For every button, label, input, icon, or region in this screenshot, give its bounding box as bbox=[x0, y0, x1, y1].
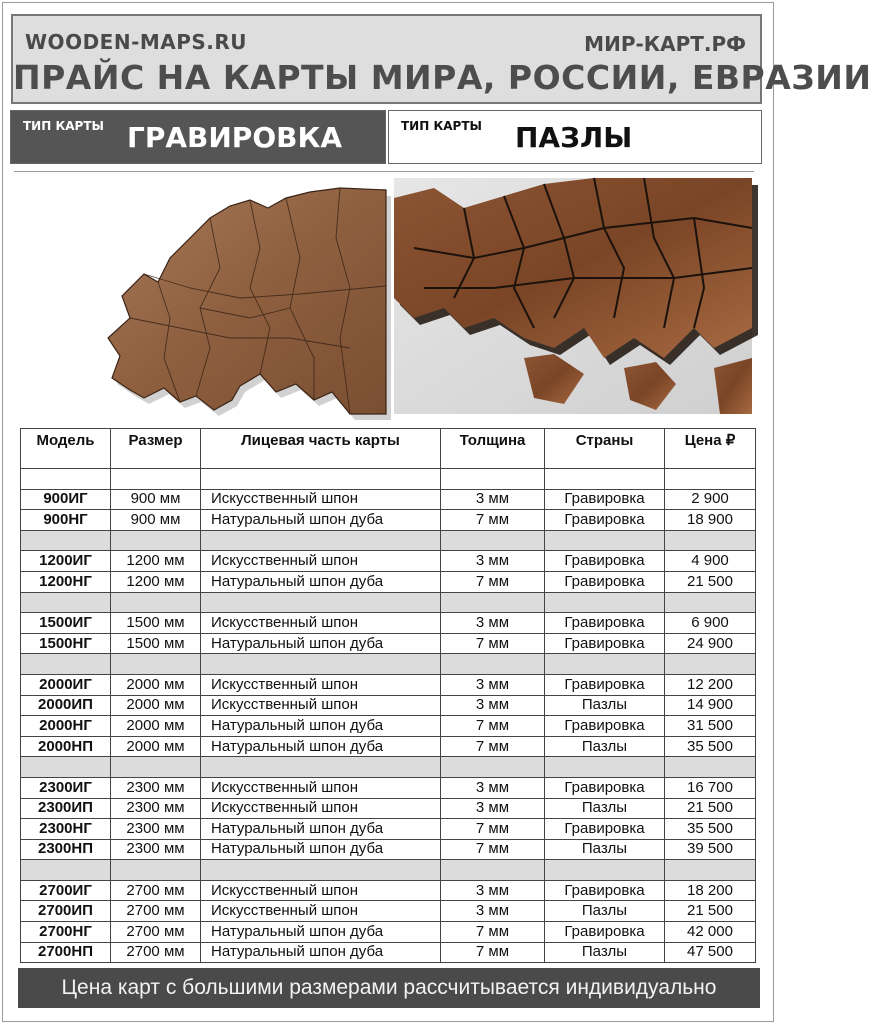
group-separator-row bbox=[21, 592, 756, 613]
face-cell: Натуральный шпон дуба bbox=[201, 716, 441, 737]
size-cell: 2300 мм bbox=[111, 839, 201, 860]
model-cell: 2000НП bbox=[21, 736, 111, 757]
separator-cell bbox=[21, 469, 111, 490]
size-cell: 1500 мм bbox=[111, 633, 201, 654]
face-cell: Искусственный шпон bbox=[201, 613, 441, 634]
price-cell: 21 500 bbox=[665, 901, 756, 922]
face-cell: Искусственный шпон bbox=[201, 880, 441, 901]
type-box-engraving bbox=[10, 110, 386, 164]
size-cell: 2700 мм bbox=[111, 880, 201, 901]
group-separator-row bbox=[21, 860, 756, 881]
separator-cell bbox=[201, 654, 441, 675]
thickness-cell: 3 мм bbox=[441, 880, 545, 901]
type-cell: Гравировка bbox=[545, 571, 665, 592]
model-cell: 2300ИГ bbox=[21, 777, 111, 798]
thickness-cell: 7 мм bbox=[441, 633, 545, 654]
type-cell: Гравировка bbox=[545, 510, 665, 531]
model-cell: 2700НГ bbox=[21, 922, 111, 943]
separator-cell bbox=[111, 757, 201, 778]
table-row bbox=[21, 736, 756, 757]
table-row bbox=[21, 571, 756, 592]
engraved-map-image bbox=[100, 178, 386, 414]
type-label: ТИП КАРТЫ bbox=[401, 119, 482, 133]
face-cell: Натуральный шпон дуба bbox=[201, 571, 441, 592]
size-cell: 2000 мм bbox=[111, 716, 201, 737]
separator-cell bbox=[21, 530, 111, 551]
separator-cell bbox=[201, 757, 441, 778]
type-cell: Гравировка bbox=[545, 551, 665, 572]
puzzle-map-photo bbox=[394, 178, 752, 414]
separator-cell bbox=[441, 469, 545, 490]
table-row bbox=[21, 716, 756, 737]
type-cell: Пазлы bbox=[545, 901, 665, 922]
model-cell: 1500НГ bbox=[21, 633, 111, 654]
thickness-cell: 7 мм bbox=[441, 922, 545, 943]
table-row bbox=[21, 901, 756, 922]
separator-cell bbox=[201, 860, 441, 881]
price-cell: 39 500 bbox=[665, 839, 756, 860]
thickness-cell: 7 мм bbox=[441, 736, 545, 757]
separator-cell bbox=[111, 530, 201, 551]
puzzle-map-image bbox=[394, 178, 752, 414]
size-cell: 2000 мм bbox=[111, 674, 201, 695]
price-table bbox=[20, 428, 755, 963]
divider-line bbox=[14, 171, 754, 172]
size-cell: 1200 мм bbox=[111, 551, 201, 572]
table-row bbox=[21, 880, 756, 901]
type-cell: Гравировка bbox=[545, 674, 665, 695]
price-cell: 21 500 bbox=[665, 571, 756, 592]
type-cell: Гравировка bbox=[545, 613, 665, 634]
separator-cell bbox=[665, 860, 756, 881]
type-cell: Пазлы bbox=[545, 695, 665, 716]
separator-cell bbox=[441, 757, 545, 778]
table-row bbox=[21, 839, 756, 860]
size-cell: 2300 мм bbox=[111, 777, 201, 798]
table-row bbox=[21, 777, 756, 798]
face-cell: Искусственный шпон bbox=[201, 777, 441, 798]
table-row bbox=[21, 510, 756, 531]
thickness-cell: 3 мм bbox=[441, 695, 545, 716]
size-cell: 2000 мм bbox=[111, 736, 201, 757]
separator-cell bbox=[201, 592, 441, 613]
thickness-cell: 3 мм bbox=[441, 798, 545, 819]
thickness-cell: 7 мм bbox=[441, 716, 545, 737]
model-cell: 900НГ bbox=[21, 510, 111, 531]
model-cell: 1500ИГ bbox=[21, 613, 111, 634]
face-cell: Искусственный шпон bbox=[201, 674, 441, 695]
type-cell: Гравировка bbox=[545, 819, 665, 840]
model-cell: 2700ИГ bbox=[21, 880, 111, 901]
face-cell: Натуральный шпон дуба bbox=[201, 922, 441, 943]
separator-cell bbox=[665, 469, 756, 490]
face-cell: Натуральный шпон дуба bbox=[201, 510, 441, 531]
model-cell: 2300НП bbox=[21, 839, 111, 860]
price-cell: 6 900 bbox=[665, 613, 756, 634]
separator-cell bbox=[201, 469, 441, 490]
table-row bbox=[21, 942, 756, 963]
engraved-map-photo bbox=[100, 178, 386, 414]
size-cell: 1500 мм bbox=[111, 613, 201, 634]
separator-cell bbox=[21, 860, 111, 881]
table-row bbox=[21, 798, 756, 819]
separator-cell bbox=[545, 592, 665, 613]
model-cell: 2700ИП bbox=[21, 901, 111, 922]
size-cell: 1200 мм bbox=[111, 571, 201, 592]
price-cell: 35 500 bbox=[665, 736, 756, 757]
price-cell: 47 500 bbox=[665, 942, 756, 963]
size-cell: 2700 мм bbox=[111, 901, 201, 922]
face-cell: Натуральный шпон дуба bbox=[201, 942, 441, 963]
separator-cell bbox=[665, 654, 756, 675]
separator-cell bbox=[545, 860, 665, 881]
type-box-puzzle bbox=[388, 110, 762, 164]
table-row bbox=[21, 819, 756, 840]
group-separator-row bbox=[21, 469, 756, 490]
price-cell: 42 000 bbox=[665, 922, 756, 943]
group-separator-row bbox=[21, 530, 756, 551]
price-cell: 24 900 bbox=[665, 633, 756, 654]
size-cell: 900 мм bbox=[111, 489, 201, 510]
size-cell: 2700 мм bbox=[111, 922, 201, 943]
thickness-cell: 7 мм bbox=[441, 510, 545, 531]
size-cell: 900 мм bbox=[111, 510, 201, 531]
face-cell: Натуральный шпон дуба bbox=[201, 633, 441, 654]
price-cell: 16 700 bbox=[665, 777, 756, 798]
separator-cell bbox=[665, 530, 756, 551]
separator-cell bbox=[441, 654, 545, 675]
column-header: Страны bbox=[545, 429, 665, 469]
column-header: Цена ₽ bbox=[665, 429, 756, 469]
table-row bbox=[21, 633, 756, 654]
price-cell: 18 900 bbox=[665, 510, 756, 531]
separator-cell bbox=[111, 860, 201, 881]
thickness-cell: 3 мм bbox=[441, 674, 545, 695]
model-cell: 2300НГ bbox=[21, 819, 111, 840]
type-value: ГРАВИРОВКА bbox=[127, 121, 343, 154]
size-cell: 2300 мм bbox=[111, 819, 201, 840]
separator-cell bbox=[21, 592, 111, 613]
separator-cell bbox=[201, 530, 441, 551]
thickness-cell: 7 мм bbox=[441, 839, 545, 860]
price-cell: 31 500 bbox=[665, 716, 756, 737]
size-cell: 2700 мм bbox=[111, 942, 201, 963]
separator-cell bbox=[21, 757, 111, 778]
model-cell: 2000НГ bbox=[21, 716, 111, 737]
model-cell: 2000ИГ bbox=[21, 674, 111, 695]
separator-cell bbox=[545, 654, 665, 675]
site-right-domain: МИР-КАРТ.РФ bbox=[584, 32, 746, 56]
separator-cell bbox=[441, 860, 545, 881]
size-cell: 2000 мм bbox=[111, 695, 201, 716]
thickness-cell: 7 мм bbox=[441, 819, 545, 840]
face-cell: Искусственный шпон bbox=[201, 798, 441, 819]
thickness-cell: 3 мм bbox=[441, 551, 545, 572]
separator-cell bbox=[111, 469, 201, 490]
size-cell: 2300 мм bbox=[111, 798, 201, 819]
thickness-cell: 7 мм bbox=[441, 571, 545, 592]
type-cell: Гравировка bbox=[545, 633, 665, 654]
price-cell: 21 500 bbox=[665, 798, 756, 819]
face-cell: Искусственный шпон bbox=[201, 695, 441, 716]
separator-cell bbox=[441, 530, 545, 551]
type-cell: Гравировка bbox=[545, 716, 665, 737]
model-cell: 1200НГ bbox=[21, 571, 111, 592]
type-cell: Гравировка bbox=[545, 777, 665, 798]
separator-cell bbox=[21, 654, 111, 675]
page-title: ПРАЙС НА КАРТЫ МИРА, РОССИИ, ЕВРАЗИИ bbox=[13, 58, 871, 97]
separator-cell bbox=[111, 654, 201, 675]
type-cell: Пазлы bbox=[545, 942, 665, 963]
group-separator-row bbox=[21, 757, 756, 778]
face-cell: Натуральный шпон дуба bbox=[201, 839, 441, 860]
table-row bbox=[21, 674, 756, 695]
face-cell: Натуральный шпон дуба bbox=[201, 819, 441, 840]
separator-cell bbox=[665, 757, 756, 778]
thickness-cell: 7 мм bbox=[441, 942, 545, 963]
model-cell: 2000ИП bbox=[21, 695, 111, 716]
price-header bbox=[11, 14, 871, 104]
type-label: ТИП КАРТЫ bbox=[23, 119, 104, 133]
column-header: Лицевая часть карты bbox=[201, 429, 441, 469]
model-cell: 1200ИГ bbox=[21, 551, 111, 572]
column-header: Модель bbox=[21, 429, 111, 469]
price-cell: 2 900 bbox=[665, 489, 756, 510]
table-row bbox=[21, 613, 756, 634]
face-cell: Искусственный шпон bbox=[201, 551, 441, 572]
column-header: Толщина bbox=[441, 429, 545, 469]
type-value: ПАЗЛЫ bbox=[515, 121, 633, 154]
table-body bbox=[21, 469, 756, 963]
column-header: Размер bbox=[111, 429, 201, 469]
table-row bbox=[21, 551, 756, 572]
face-cell: Искусственный шпон bbox=[201, 489, 441, 510]
thickness-cell: 3 мм bbox=[441, 613, 545, 634]
type-cell: Гравировка bbox=[545, 489, 665, 510]
group-separator-row bbox=[21, 654, 756, 675]
model-cell: 900ИГ bbox=[21, 489, 111, 510]
model-cell: 2700НП bbox=[21, 942, 111, 963]
thickness-cell: 3 мм bbox=[441, 489, 545, 510]
face-cell: Натуральный шпон дуба bbox=[201, 736, 441, 757]
type-cell: Пазлы bbox=[545, 839, 665, 860]
separator-cell bbox=[545, 469, 665, 490]
price-cell: 4 900 bbox=[665, 551, 756, 572]
table-row bbox=[21, 922, 756, 943]
separator-cell bbox=[545, 530, 665, 551]
separator-cell bbox=[441, 592, 545, 613]
type-cell: Пазлы bbox=[545, 736, 665, 757]
price-cell: 12 200 bbox=[665, 674, 756, 695]
type-cell: Пазлы bbox=[545, 798, 665, 819]
footer-note: Цена карт с большими размерами рассчитывается индивидуально bbox=[18, 968, 760, 1008]
face-cell: Искусственный шпон bbox=[201, 901, 441, 922]
table-header-row bbox=[21, 429, 756, 469]
thickness-cell: 3 мм bbox=[441, 777, 545, 798]
price-cell: 35 500 bbox=[665, 819, 756, 840]
separator-cell bbox=[665, 592, 756, 613]
site-left-domain: WOODEN-MAPS.RU bbox=[25, 30, 248, 54]
thickness-cell: 3 мм bbox=[441, 901, 545, 922]
type-cell: Гравировка bbox=[545, 880, 665, 901]
model-cell: 2300ИП bbox=[21, 798, 111, 819]
price-cell: 18 200 bbox=[665, 880, 756, 901]
table-row bbox=[21, 695, 756, 716]
price-cell: 14 900 bbox=[665, 695, 756, 716]
table-row bbox=[21, 489, 756, 510]
separator-cell bbox=[111, 592, 201, 613]
separator-cell bbox=[545, 757, 665, 778]
type-cell: Гравировка bbox=[545, 922, 665, 943]
